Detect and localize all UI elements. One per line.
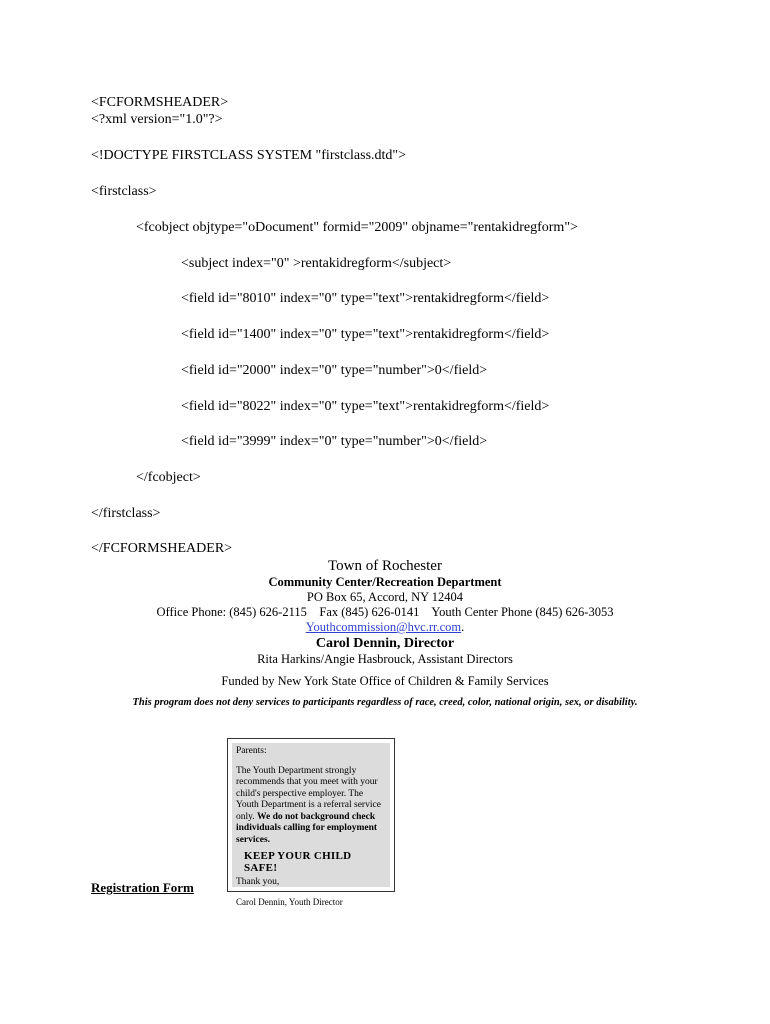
code-line: <field id="1400" index="0" type="text">rentakidregform</field>	[181, 327, 550, 342]
town-title: Town of Rochester	[328, 558, 442, 574]
code-line: <field id="2000" index="0" type="number">0</field>	[181, 363, 488, 378]
nondiscrimination-notice: This program does not deny services to participants regardless of race, creed, color, national origin, sex, or disability.	[132, 697, 638, 708]
code-line: <FCFORMSHEADER>	[91, 95, 229, 110]
phone-line: Office Phone: (845) 626-2115 Fax (845) 626-0141 Youth Center Phone (845) 626-3053	[156, 605, 614, 619]
code-line: <!DOCTYPE FIRSTCLASS SYSTEM "firstclass.dtd">	[91, 148, 407, 163]
notice-signature: Carol Dennin, Youth Director	[236, 896, 343, 907]
code-line: <subject index="0" >rentakidregform</subject>	[181, 256, 452, 271]
parent-notice-box	[227, 738, 395, 907]
funding-line: Funded by New York State Office of Children & Family Services	[221, 674, 549, 688]
keep-child-safe: KEEP YOUR CHILD SAFE!	[244, 850, 352, 874]
code-line: <firstclass>	[91, 184, 157, 199]
code-line: </firstclass>	[91, 506, 161, 521]
email-suffix: .	[461, 620, 465, 634]
code-line: </fcobject>	[136, 470, 201, 485]
notice-body	[236, 766, 386, 847]
code-line: </FCFORMSHEADER>	[91, 541, 233, 556]
email-line	[0, 620, 770, 635]
department-name: Community Center/Recreation Department	[268, 575, 502, 589]
director-name: Carol Dennin, Director	[315, 636, 455, 651]
notice-greeting: Parents:	[236, 746, 267, 756]
notice-body-text: The Youth Department strongly recommends that you meet with your child's perspective employer. The Youth Department is a referral service only.	[236, 765, 381, 822]
notice-body-bold: We do not background check individuals calling for employment services.	[236, 811, 378, 845]
code-line: <?xml version="1.0"?>	[91, 112, 223, 127]
code-line: <field id="8010" index="0" type="text">rentakidregform</field>	[181, 291, 550, 306]
code-line: <field id="3999" index="0" type="number">0</field>	[181, 434, 488, 449]
parent-notice-content	[232, 743, 390, 907]
code-line: <field id="8022" index="0" type="text">rentakidregform</field>	[181, 399, 550, 414]
email-link[interactable]: Youthcommission@hvc.rr.com	[305, 620, 462, 634]
assistant-directors: Rita Harkins/Angie Hasbrouck, Assistant Directors	[257, 652, 513, 666]
address-line: PO Box 65, Accord, NY 12404	[306, 590, 464, 604]
registration-form-title: Registration Form	[91, 880, 194, 895]
code-line: <fcobject objtype="oDocument" formid="2009" objname="rentakidregform">	[136, 220, 578, 235]
notice-thanks: Thank you,	[236, 877, 280, 887]
